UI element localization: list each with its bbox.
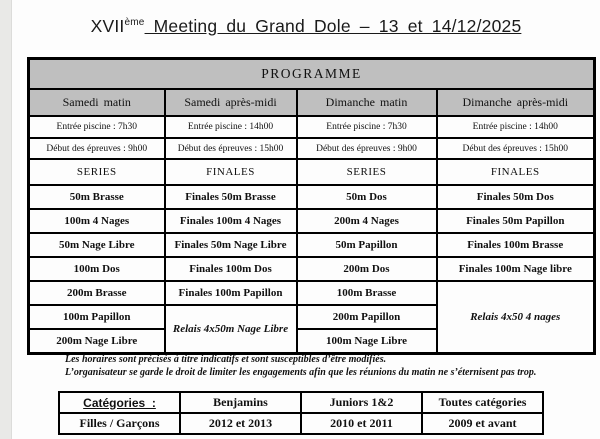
event-row [29,257,595,281]
start-time-cell: Début des épreuves : 15h00 [165,138,297,159]
entry-time-cell: Entrée piscine : 14h00 [165,116,297,138]
event-cell: 200m Brasse [29,281,165,305]
category-header-juniors: Juniors 1&2 [301,392,422,413]
event-cell: 100m Nage Libre [297,329,437,354]
category-years-toutes: 2009 et avant [422,413,543,434]
relay-cell-samedi: Relais 4x50m Nage Libre [165,305,297,354]
event-cell: Finales 50m Nage Libre [165,233,297,257]
session-type-row [29,159,595,185]
event-cell: 50m Nage Libre [29,233,165,257]
event-cell: Finales 100m Papillon [165,281,297,305]
start-time-cell: Début des épreuves : 9h00 [297,138,437,159]
pool-entry-row [29,116,595,138]
relay-cell-dimanche: Relais 4x50 4 nages [437,281,595,354]
title-roman-numeral: XVII [90,16,125,36]
session-type-cell: SERIES [29,159,165,185]
category-header-toutes: Toutes catégories [422,392,543,413]
event-cell: 200m Papillon [297,305,437,329]
title-superscript: ème [124,17,145,29]
day-header-dimanche-matin: Dimanche matin [297,89,437,116]
event-cell: 50m Dos [297,185,437,209]
event-cell: 100m Dos [29,257,165,281]
categories-row-label: Filles / Garçons [59,413,180,434]
event-cell: 100m Papillon [29,305,165,329]
event-cell: 200m Dos [297,257,437,281]
footnote-line-2: L’organisateur se garde le droit de limiter les engagements afin que les réunions du matin ne s’éternisent pas trop. [65,366,537,378]
day-header-row [29,89,595,116]
event-cell: 50m Papillon [297,233,437,257]
category-years-benjamins: 2012 et 2013 [180,413,301,434]
event-cell: Finales 50m Dos [437,185,595,209]
event-cell: Finales 100m Brasse [437,233,595,257]
event-row [29,233,595,257]
entry-time-cell: Entrée piscine : 14h00 [437,116,595,138]
event-cell: Finales 50m Papillon [437,209,595,233]
category-years-juniors: 2010 et 2011 [301,413,422,434]
start-time-cell: Début des épreuves : 15h00 [437,138,595,159]
category-header-benjamins: Benjamins [180,392,301,413]
session-type-cell: FINALES [165,159,297,185]
event-row [29,281,595,305]
day-header-samedi-matin: Samedi matin [29,89,165,116]
day-header-dimanche-apres-midi: Dimanche après-midi [437,89,595,116]
entry-time-cell: Entrée piscine : 7h30 [297,116,437,138]
event-cell: 200m 4 Nages [297,209,437,233]
categories-label: Catégories : [83,395,156,410]
event-cell: Finales 50m Brasse [165,185,297,209]
program-table [27,57,596,355]
session-type-cell: FINALES [437,159,595,185]
title-text: Meeting du Grand Dole – 13 et 14/12/2025 [144,16,522,36]
categories-years-row [59,413,543,434]
footnote-line-1: Les horaires sont précisés à titre indicatifs et sont susceptibles d’être modifiés. [65,354,387,365]
event-row [29,185,595,209]
programme-header-row [29,59,595,90]
events-start-row [29,138,595,159]
categories-header-row [59,392,543,413]
start-time-cell: Début des épreuves : 9h00 [29,138,165,159]
programme-title-cell: PROGRAMME [29,59,595,90]
document-title [12,16,600,37]
event-row [29,209,595,233]
event-cell: 50m Brasse [29,185,165,209]
event-cell: 200m Nage Libre [29,329,165,354]
event-cell: Finales 100m 4 Nages [165,209,297,233]
categories-table [58,391,544,435]
entry-time-cell: Entrée piscine : 7h30 [29,116,165,138]
event-cell: Finales 100m Nage libre [437,257,595,281]
event-cell: 100m Brasse [297,281,437,305]
session-type-cell: SERIES [297,159,437,185]
day-header-samedi-apres-midi: Samedi après-midi [165,89,297,116]
event-cell: Finales 100m Dos [165,257,297,281]
event-cell: 100m 4 Nages [29,209,165,233]
categories-label-cell [59,392,180,413]
footnotes [65,354,585,379]
scan-edge-strip [0,0,12,439]
